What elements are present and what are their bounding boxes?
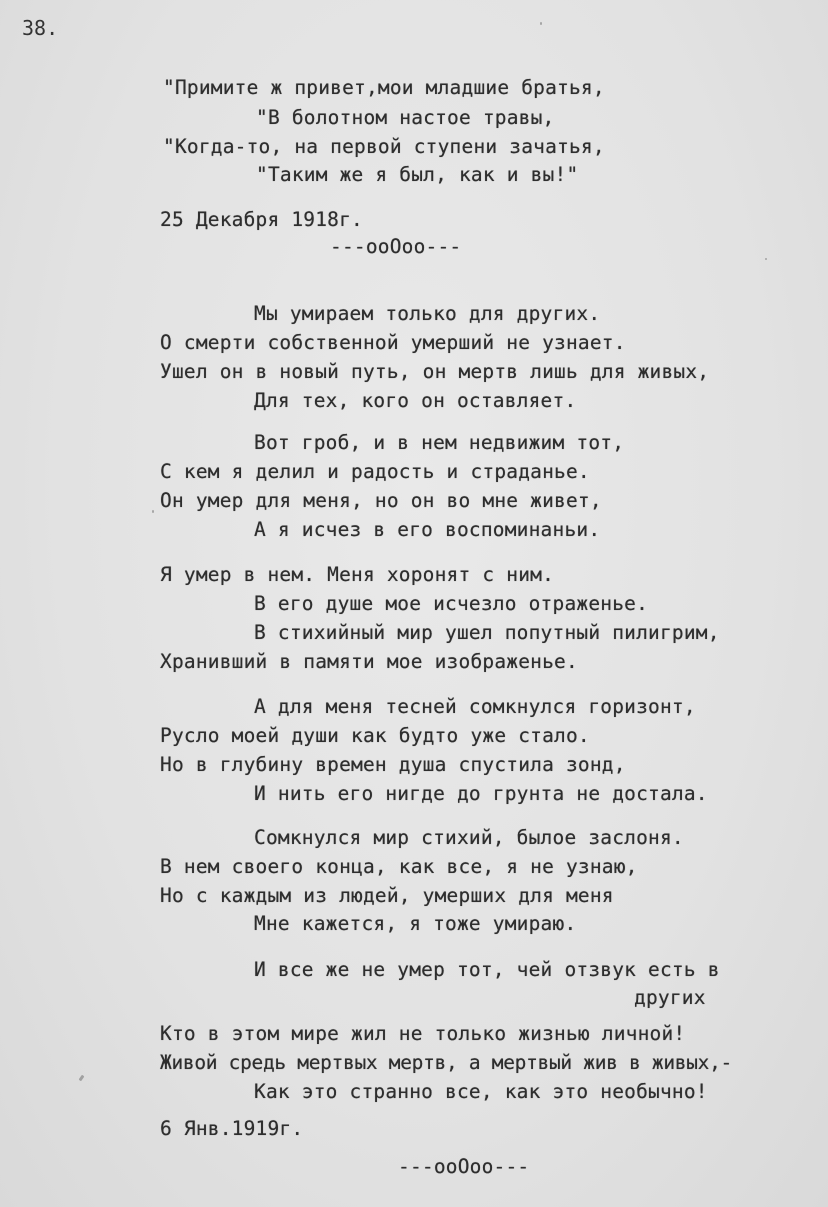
stanza2-line-3: Он умер для меня, но он во мне живет, [160, 489, 602, 512]
stanza4-line-1: А для меня тесней сомкнулся горизонт, [254, 695, 696, 718]
stanza5-line-3: Но с каждым из людей, умерших для меня [160, 884, 614, 907]
stanza6-line-2: Кто в этом мире жил не только жизнью личной! [160, 1022, 686, 1045]
stanza1-line-1: Мы умираем только для других. [254, 302, 601, 325]
stanza5-line-1: Сомкнулся мир стихий, былое заслоня. [254, 826, 684, 849]
stanza3-line-4: Хранивший в памяти мое изображенье. [160, 650, 578, 673]
stanza3-line-1: Я умер в нем. Меня хоронят с ним. [160, 563, 555, 586]
stanza3-line-3: В стихийный мир ушел попутный пилигрим, [254, 621, 720, 644]
stanza6-line-3: Живой средь мертвых мертв, а мертвый жив в живых,- [160, 1051, 733, 1074]
poem1-date: 25 Декабря 1918г. [160, 208, 363, 231]
stanza1-line-4: Для тех, кого он оставляет. [254, 389, 577, 412]
paper-speck [152, 510, 154, 513]
poem2-date: 6 Янв.1919г. [160, 1117, 304, 1140]
paper-speck [79, 1075, 85, 1082]
poem1-line-3: "Когда-то, на первой ступени зачатья, [163, 135, 605, 158]
stanza6-line-1-wrap: других [634, 986, 706, 1009]
poem1-line-4: "Таким же я был, как и вы!" [256, 163, 579, 186]
stanza2-line-4: А я исчез в его воспоминаньи. [254, 518, 601, 541]
page-number: 38. [22, 16, 59, 40]
poem1-separator: ---ooOoo--- [330, 235, 462, 258]
poem2-separator: ---ooOoo--- [398, 1155, 530, 1178]
poem1-line-1: "Примите ж привет,мои младшие братья, [163, 76, 605, 99]
stanza5-line-4: Мне кажется, я тоже умираю. [254, 912, 577, 935]
stanza2-line-1: Вот гроб, и в нем недвижим тот, [254, 431, 625, 454]
stanza5-line-2: В нем своего конца, как все, я не узнаю, [160, 855, 638, 878]
stanza1-line-3: Ушел он в новый путь, он мертв лишь для живых, [160, 360, 710, 383]
stanza1-line-2: О смерти собственной умерший не узнает. [160, 331, 626, 354]
stanza6-line-4: Как это странно все, как это необычно! [254, 1080, 708, 1103]
paper-speck [540, 22, 542, 25]
paper-speck [765, 258, 767, 260]
stanza4-line-2: Русло моей души как будто уже стало. [160, 724, 590, 747]
poem1-line-2: "В болотном настое травы, [256, 106, 555, 129]
stanza2-line-2: С кем я делил и радость и страданье. [160, 460, 590, 483]
stanza3-line-2: В его душе мое исчезло отраженье. [254, 592, 649, 615]
stanza6-line-1: И все же не умер тот, чей отзвук есть в [254, 958, 720, 981]
stanza4-line-3: Но в глубину времен душа спустила зонд, [160, 753, 626, 776]
stanza4-line-4: И нить его нигде до грунта не достала. [254, 782, 708, 805]
